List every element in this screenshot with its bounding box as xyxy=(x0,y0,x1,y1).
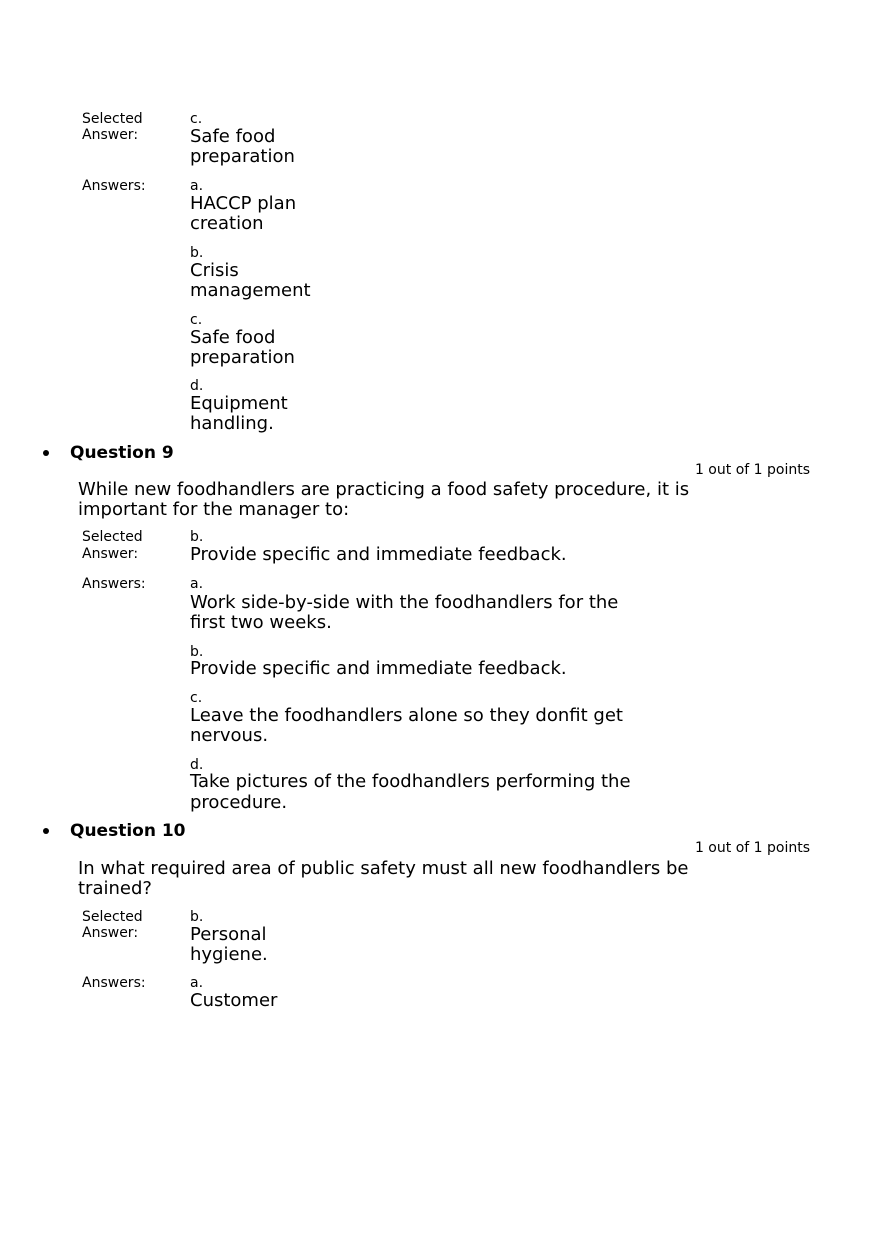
selected-answer-label-2: Answer: xyxy=(82,127,139,143)
selected-answer-letter: b. xyxy=(190,529,204,545)
selected-answer-text-2: hygiene. xyxy=(190,944,268,965)
option-text: Crisis xyxy=(190,260,239,281)
option-text-2: creation xyxy=(190,213,264,234)
question-title: Question 10 xyxy=(70,821,186,841)
option-text: Provide specific and immediate feedback. xyxy=(190,658,567,679)
option-letter: d. xyxy=(190,757,204,773)
selected-answer-text-2: preparation xyxy=(190,146,295,167)
option-letter: a. xyxy=(190,178,204,194)
option-text-2: handling. xyxy=(190,413,274,434)
selected-answer-letter: c. xyxy=(190,111,203,127)
option-text: Take pictures of the foodhandlers performing the xyxy=(190,771,631,792)
question-text: While new foodhandlers are practicing a food safety procedure, it is xyxy=(78,479,690,500)
option-letter: d. xyxy=(190,378,204,394)
option-text-2: management xyxy=(190,280,311,301)
selected-answer-letter: b. xyxy=(190,909,204,925)
question-points: 1 out of 1 points xyxy=(694,840,810,856)
question-text-2: important for the manager to: xyxy=(78,499,350,520)
option-text: Safe food xyxy=(190,327,276,348)
option-letter: a. xyxy=(190,975,204,991)
option-text-2: first two weeks. xyxy=(190,612,332,633)
question-title: Question 9 xyxy=(70,443,174,463)
answers-label: Answers: xyxy=(82,576,146,592)
option-text-2: nervous. xyxy=(190,725,269,746)
selected-answer-text: Provide specific and immediate feedback. xyxy=(190,544,567,565)
option-text-2: procedure. xyxy=(190,792,288,813)
selected-answer-text: Personal xyxy=(190,924,267,945)
bullet-icon xyxy=(43,450,49,456)
selected-answer-text: Safe food xyxy=(190,126,276,147)
option-text: Leave the foodhandlers alone so they donfit get xyxy=(190,705,623,726)
selected-answer-label-2: Answer: xyxy=(82,546,139,562)
answers-label: Answers: xyxy=(82,178,146,194)
option-letter: c. xyxy=(190,312,203,328)
option-text: HACCP plan xyxy=(190,193,297,214)
option-text: Equipment xyxy=(190,393,288,414)
option-letter: b. xyxy=(190,644,204,660)
option-text: Work side-by-side with the foodhandlers for the xyxy=(190,592,619,613)
selected-answer-label: Selected xyxy=(82,529,143,545)
option-letter: b. xyxy=(190,245,204,261)
bullet-icon xyxy=(43,828,49,834)
option-letter: a. xyxy=(190,576,204,592)
answers-label: Answers: xyxy=(82,975,146,991)
selected-answer-label: Selected xyxy=(82,111,143,127)
option-letter: c. xyxy=(190,690,203,706)
question-points: 1 out of 1 points xyxy=(694,462,810,478)
selected-answer-label-2: Answer: xyxy=(82,925,139,941)
question-text: In what required area of public safety must all new foodhandlers be xyxy=(78,858,689,879)
question-text-2: trained? xyxy=(78,878,152,899)
selected-answer-label: Selected xyxy=(82,909,143,925)
option-text-2: preparation xyxy=(190,347,295,368)
option-text: Customer xyxy=(190,990,278,1011)
